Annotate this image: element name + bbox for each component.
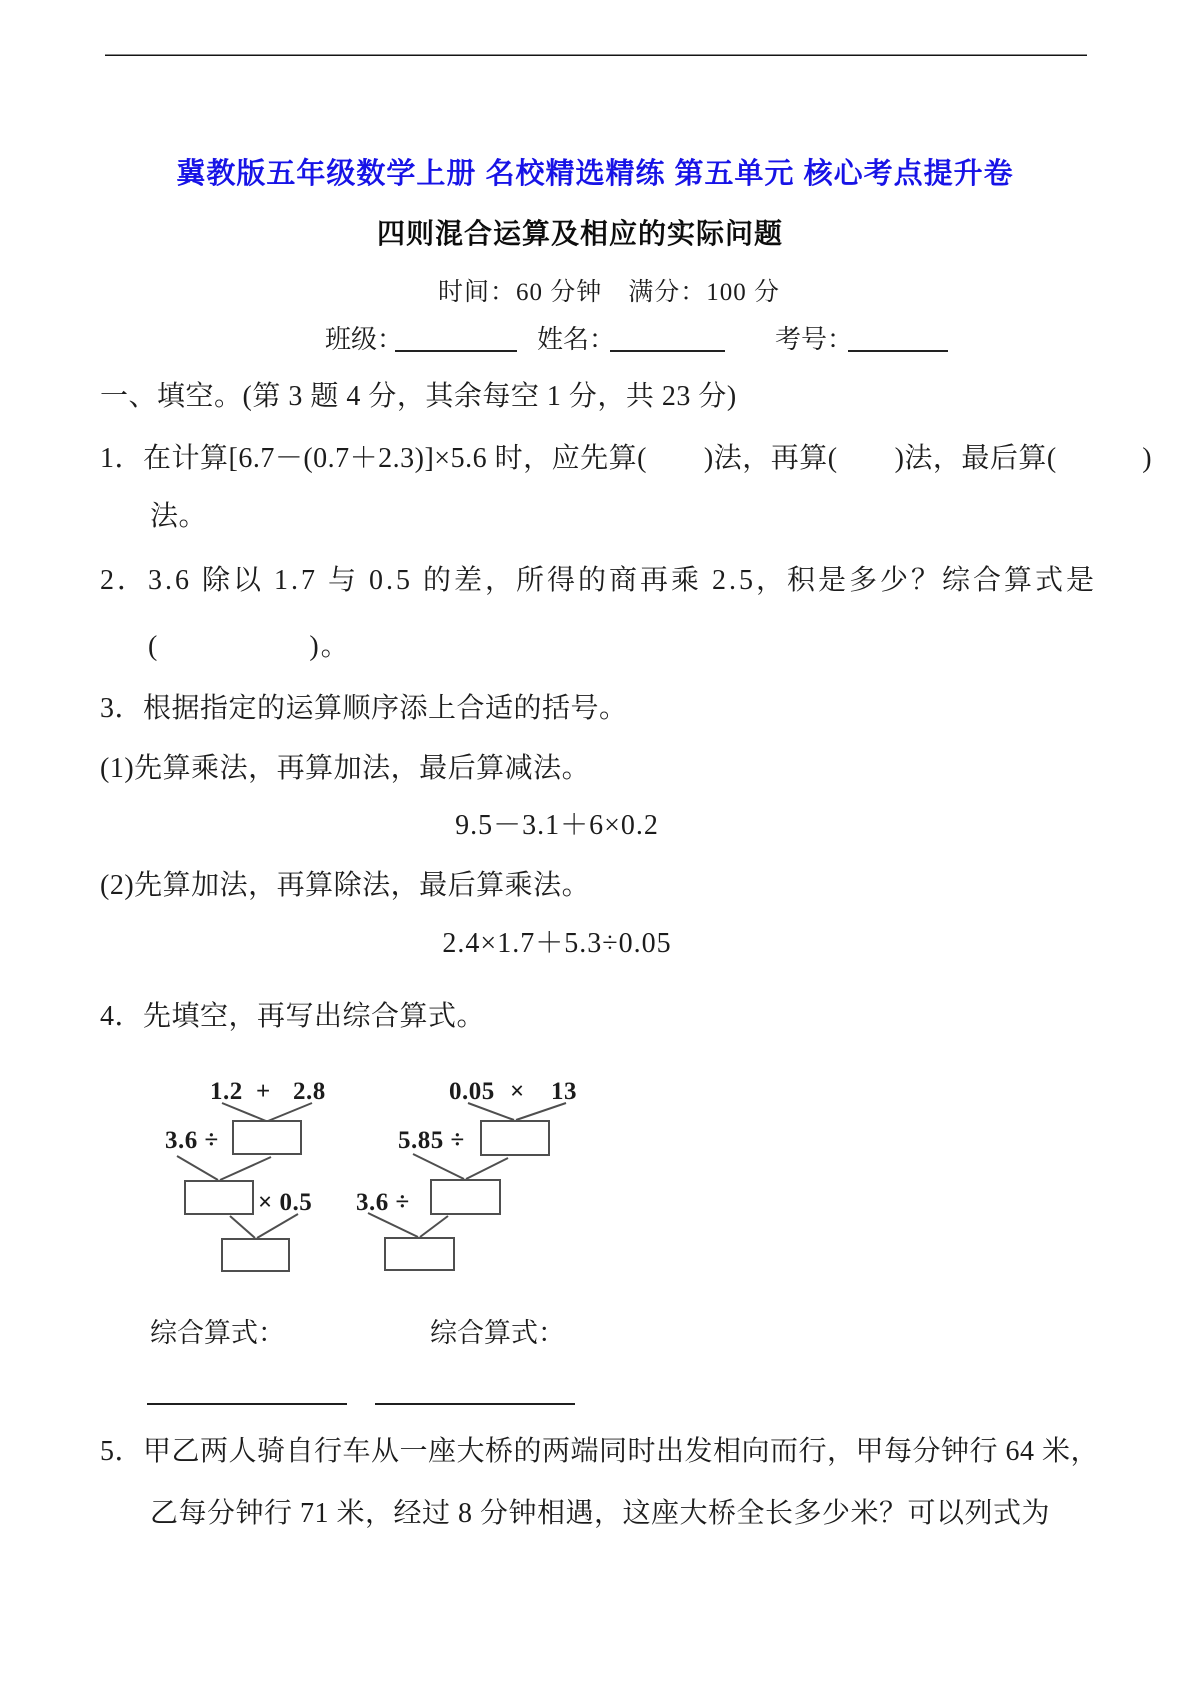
synthesis-label-right: 综合算式： [430, 1318, 565, 1348]
header-rule [105, 54, 1087, 56]
question-3-expression-2: 2.4×1.7＋5.3÷0.05 [442, 928, 672, 959]
section-1-heading: 一、填空。(第 3 题 4 分，其余每空 1 分，共 23 分) [100, 381, 737, 412]
question-4: 4．先填空，再写出综合算式。 [100, 1001, 486, 1032]
synthesis-label-left: 综合算式： [150, 1318, 285, 1348]
synthesis-answer-blank-right[interactable] [375, 1383, 575, 1405]
left-diagram-box-2[interactable] [184, 1180, 254, 1215]
question-5-line-1: 5．甲乙两人骑自行车从一座大桥的两端同时出发相向而行，甲每分钟行 64 米， [100, 1436, 1100, 1467]
class-blank[interactable] [395, 328, 517, 352]
question-2-line-1: 2．3.6 除以 1.7 与 0.5 的差，所得的商再乘 2.5，积是多少？综合算式是 [100, 565, 1098, 596]
name-blank[interactable] [610, 328, 725, 352]
question-2-answer-parens[interactable]: ( )。 [148, 631, 351, 662]
exam-no-blank[interactable] [848, 328, 948, 352]
left-diagram-low-label: × 0.5 [258, 1189, 313, 1216]
question-3: 3．根据指定的运算顺序添上合适的括号。 [100, 693, 628, 724]
right-diagram-low-label: 3.6 ÷ [356, 1189, 410, 1216]
name-label: 姓名： [537, 325, 616, 354]
left-diagram-mid-label: 3.6 ÷ [165, 1127, 219, 1154]
class-label: 班级： [325, 325, 404, 354]
page-subtitle: 四则混合运算及相应的实际问题 [376, 218, 784, 249]
left-diagram-box-1[interactable] [232, 1120, 302, 1155]
synthesis-answer-blank-left[interactable] [147, 1383, 347, 1405]
right-diagram-operand-b: 13 [551, 1078, 577, 1105]
left-diagram-operand-a: 1.2 [210, 1078, 243, 1105]
question-3-expression-1: 9.5－3.1＋6×0.2 [455, 810, 659, 841]
left-diagram-operator-top: + [256, 1078, 271, 1105]
exam-no-label: 考号： [775, 325, 854, 354]
question-1-line-1: 1．在计算[6.7－(0.7＋2.3)]×5.6 时，应先算( )法，再算( )法，最后算( ) [100, 443, 1153, 474]
left-diagram-box-3[interactable] [221, 1238, 290, 1272]
question-1-line-2: 法。 [150, 501, 208, 532]
question-3-sub-2: (2)先算加法，再算除法，最后算乘法。 [100, 870, 591, 901]
question-5-line-2: 乙每分钟行 71 米，经过 8 分钟相遇，这座大桥全长多少米？可以列式为 [150, 1498, 1051, 1529]
exam-meta-line: 时间：60 分钟 满分：100 分 [438, 279, 781, 306]
left-diagram-operand-b: 2.8 [293, 1078, 326, 1105]
right-diagram-box-3[interactable] [384, 1237, 455, 1271]
right-diagram-operator-top: × [510, 1078, 525, 1105]
right-diagram-box-1[interactable] [480, 1120, 550, 1156]
question-3-sub-1: (1)先算乘法，再算加法，最后算减法。 [100, 753, 591, 784]
right-diagram-box-2[interactable] [430, 1179, 501, 1215]
right-diagram-operand-a: 0.05 [449, 1078, 495, 1105]
right-diagram-mid-label: 5.85 ÷ [398, 1127, 465, 1154]
page-title: 冀教版五年级数学上册 名校精选精练 第五单元 核心考点提升卷 [176, 158, 1014, 190]
